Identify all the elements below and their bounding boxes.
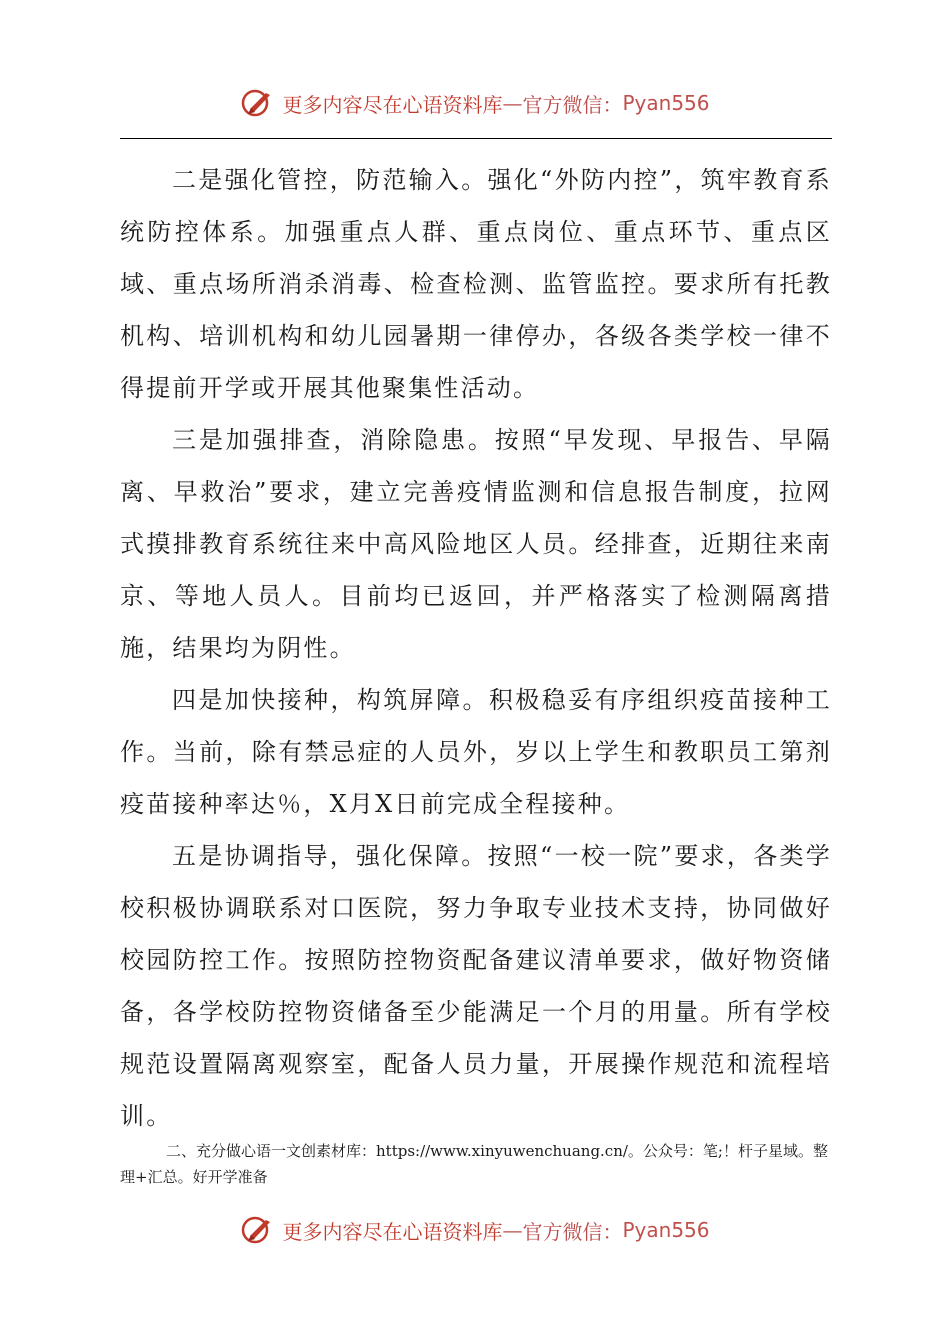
footnote xyxy=(120,1138,832,1190)
paragraph-4: 四是加快接种，构筑屏障。积极稳妥有序组织疫苗接种工作。当前，除有禁忌症的人员外，岁以上学生和教职员工第剂疫苗接种率达％，X月X日前完成全程接种。 xyxy=(120,686,832,818)
banner-main-text: 更多内容尽在心语资料库 xyxy=(282,92,503,117)
banner-dash: — xyxy=(502,1218,523,1242)
banner-tail-text: 官方微信： xyxy=(522,92,623,117)
banner-dash: — xyxy=(502,91,523,115)
banner-wechat-id: Pyan556 xyxy=(622,91,710,115)
paragraph-2: 二是强化管控，防范输入。强化“外防内控”，筑牢教育系统防控体系。加强重点人群、重点岗位、重点环节、重点区域、重点场所消杀消毒、检查检测、监管监控。要求所有托教机构、培训机构和幼儿园暑期一律停办，各级各类学校一律不得提前开学或开展其他聚集性活动。 xyxy=(120,166,832,402)
paragraph-5: 五是协调指导，强化保障。按照“一校一院”要求，各类学校积极协调联系对口医院，努力争取专业技术支持，协同做好校园防控工作。按照防控物资配备建议清单要求，做好物资储备，各学校防控物资储备至少能满足一个月的用量。所有学校规范设置隔离观察室，配备人员力量，开展操作规范和流程培训。 xyxy=(120,842,832,1130)
document-body xyxy=(120,154,832,1142)
header-divider xyxy=(120,138,832,139)
pen-logo-icon xyxy=(240,1212,276,1248)
header-banner xyxy=(0,78,950,128)
banner-wechat-id: Pyan556 xyxy=(622,1218,710,1242)
paragraph-3: 三是加强排查，消除隐患。按照“早发现、早报告、早隔离、早救治”要求，建立完善疫情监测和信息报告制度，拉网式摸排教育系统往来中高风险地区人员。经排查，近期往来南京、等地人员人。目前均已返回，并严格落实了检测隔离措施，结果均为阴性。 xyxy=(120,426,832,662)
footer-banner xyxy=(0,1205,950,1255)
banner-tail-text: 官方微信： xyxy=(522,1219,623,1244)
pen-logo-icon xyxy=(240,85,276,121)
banner-main-text: 更多内容尽在心语资料库 xyxy=(282,1219,503,1244)
footnote-text: 二、充分做心语一文创素材库：https://www.xinyuwenchuang.cn/。公众号：笔;！杆子星域。整理+汇总。好开学准备 xyxy=(120,1142,828,1186)
